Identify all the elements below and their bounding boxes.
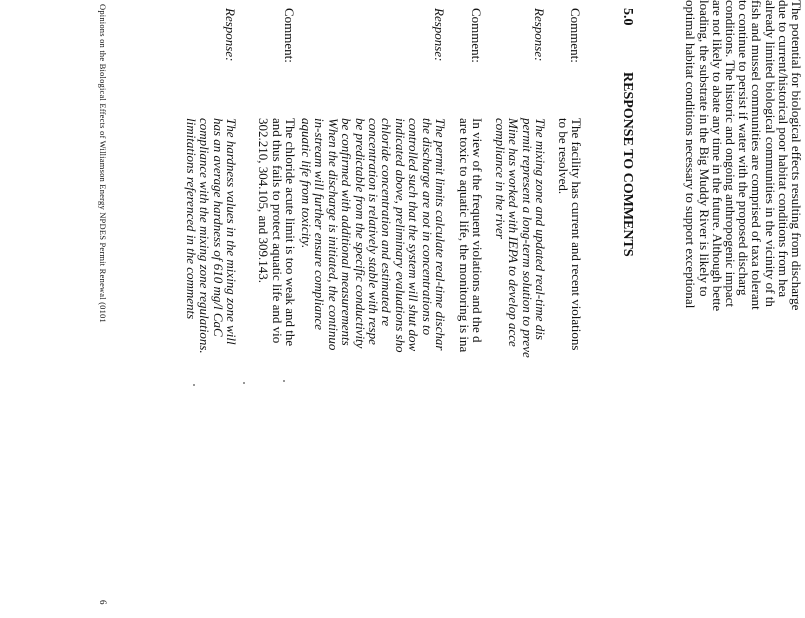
text-line: be predictable from the specific conductivity xyxy=(352,118,368,349)
intro-line: fish and mussel communities are comprised of taxa tolerant xyxy=(749,0,765,310)
text-line: aquatic life from toxicity. xyxy=(298,118,314,249)
intro-line: optimal habitat conditions necessary to support exceptional xyxy=(683,0,699,309)
text-line: The mixing zone and updated real-time dis xyxy=(533,118,548,340)
scan-speck xyxy=(243,382,245,384)
text-line: The facility has current and recent violations xyxy=(569,118,584,351)
intro-line: conditions. The historic and ongoing anthropogenic impact xyxy=(722,0,738,308)
intro-paragraph xyxy=(684,0,803,618)
response-label: Response: xyxy=(223,8,238,62)
text-line: concentration is relatively stable with respe xyxy=(365,118,381,345)
text-line: Mine has worked with IEPA to develop acce xyxy=(506,118,522,347)
text-line: The chloride acute limit is too weak and the xyxy=(283,118,298,347)
text-line: and thus fails to protect aquatic life and vio xyxy=(269,118,285,344)
text-line: controlled such that the system will shut dow xyxy=(406,118,422,352)
text-line: limitations referenced in the comments xyxy=(183,118,199,320)
response-label: Response: xyxy=(432,8,447,62)
section-number: 5.0 xyxy=(620,8,635,26)
text-line: compliance in the river xyxy=(492,118,508,239)
text-line: indicated above, preliminary evaluations sho xyxy=(392,118,408,353)
intro-line: The potential for biological effects resulting from discharge xyxy=(789,0,804,311)
rotated-page-content xyxy=(90,0,805,618)
text-line: has an average hardness of 610 mg/l CaC xyxy=(210,118,226,337)
text-line: permit represent a long-term solution to preve xyxy=(519,118,535,358)
text-line: are toxic to aquatic life, the monitoring is ina xyxy=(456,118,472,353)
comment-label: Comment: xyxy=(568,8,583,63)
response-label: Response: xyxy=(532,8,547,62)
section-title: RESPONSE TO COMMENTS xyxy=(620,72,635,257)
text-line: When the discharge is initiated, the continuo xyxy=(325,118,341,351)
response-text xyxy=(493,118,547,618)
intro-line: due to current/historical poor habitat conditions from hea xyxy=(775,0,791,298)
text-line: In view of the frequent violations and the d xyxy=(470,118,485,343)
page-number: 6 xyxy=(98,600,108,605)
intro-line: are not likely to abate any time in the future. Although bette xyxy=(709,0,725,312)
comment-text xyxy=(257,118,297,618)
text-line: to be resolved. xyxy=(555,118,571,195)
response-text xyxy=(300,118,447,618)
response-text xyxy=(184,118,238,618)
text-line: be confirmed with additional measurements xyxy=(339,118,355,346)
comment-text xyxy=(457,118,484,618)
text-line: chloride concentration and estimated re xyxy=(379,118,395,327)
scan-speck xyxy=(283,380,285,382)
comment-text xyxy=(556,118,583,618)
text-line: the discharge are not in concentrations to xyxy=(419,118,435,336)
text-line: The permit limits calculate real-time dischar xyxy=(433,118,448,351)
text-line: 302.210, 304.105, and 309.143. xyxy=(256,118,272,284)
text-line: compliance with the mixing zone regulations. xyxy=(197,118,213,354)
intro-line: already limited biological communities in the vicinity of th xyxy=(762,0,778,307)
section-heading xyxy=(619,8,635,257)
scan-speck xyxy=(193,384,195,386)
page-footer: Opinions on the Biological Effects of Williamson Energy NPDES Permit Renewal (0101 xyxy=(98,4,108,323)
intro-line: loading, the substrate in the Big Muddy River is likely to xyxy=(696,0,712,297)
comment-label: Comment: xyxy=(469,8,484,63)
intro-line: to continue to persist if water with the proposed discharg xyxy=(736,0,752,296)
comment-label: Comment: xyxy=(282,8,297,63)
text-line: in-stream will further ensure compliance xyxy=(312,118,328,331)
text-line: The hardness values in the mixing zone will xyxy=(224,118,239,345)
